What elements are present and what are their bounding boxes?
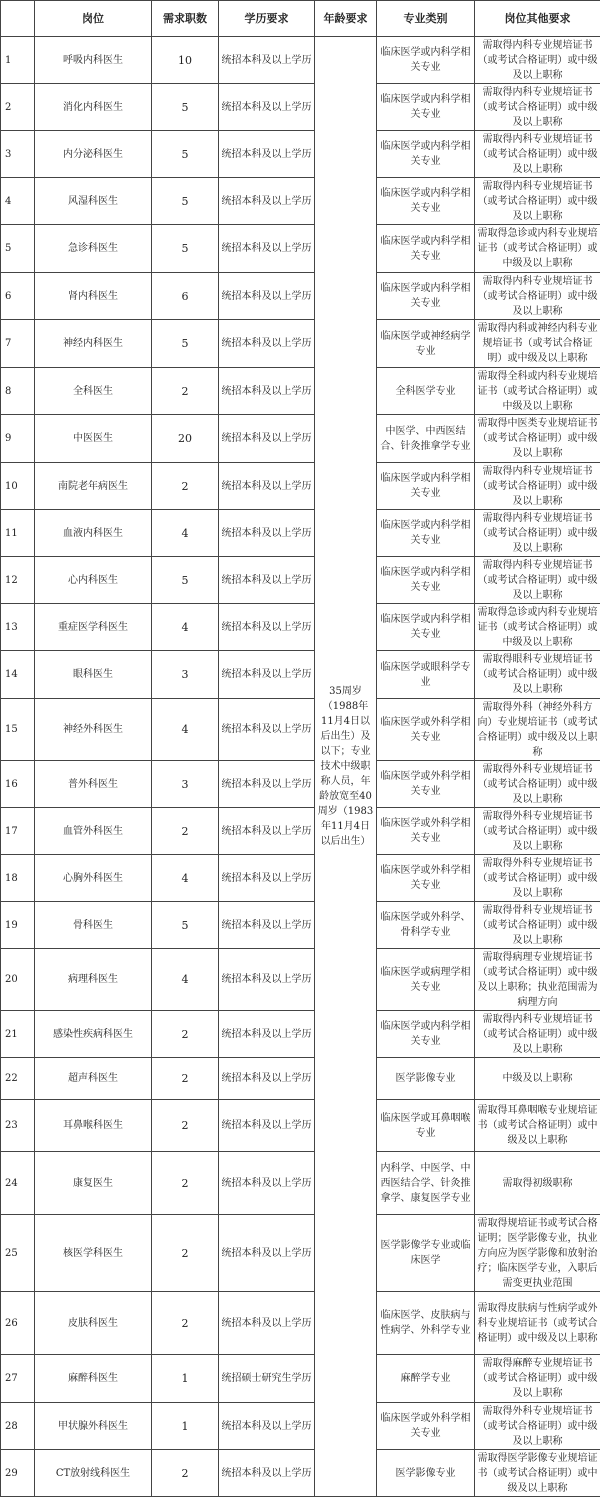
table-row (1, 761, 600, 808)
row-position: 肾内科医生 (35, 273, 152, 320)
row-index: 2 (1, 84, 35, 131)
row-other: 需取得眼科专业规培证书（或考试合格证明）或中级及以上职称 (475, 651, 600, 699)
row-index: 19 (1, 902, 35, 949)
row-index: 11 (1, 510, 35, 557)
row-education: 统招本科及以上学历 (219, 84, 315, 131)
row-index: 25 (1, 1215, 35, 1292)
row-count: 5 (152, 84, 219, 131)
row-education: 统招本科及以上学历 (219, 37, 315, 84)
row-position: 皮肤科医生 (35, 1292, 152, 1355)
row-education: 统招本科及以上学历 (219, 1058, 315, 1100)
row-major: 临床医学或内科学相关专业 (377, 557, 475, 604)
row-education: 统招本科及以上学历 (219, 131, 315, 178)
row-other: 需取得中医类专业规培证书（或考试合格证明）或中级及以上职称 (475, 415, 600, 463)
row-index: 8 (1, 368, 35, 415)
row-position: 神经内科医生 (35, 320, 152, 368)
row-major: 临床医学或内科学相关专业 (377, 225, 475, 273)
table-row (1, 225, 600, 273)
row-other: 需取得皮肤病与性病学或外科专业规培证书（或考试合格证明）或中级及以上职称 (475, 1292, 600, 1355)
row-major: 临床医学或内科学相关专业 (377, 510, 475, 557)
row-major: 临床医学或内科学相关专业 (377, 37, 475, 84)
row-index: 23 (1, 1100, 35, 1152)
row-index: 29 (1, 1450, 35, 1497)
row-position: 心内科医生 (35, 557, 152, 604)
row-position: 血管外科医生 (35, 808, 152, 855)
row-major: 临床医学或外科学相关专业 (377, 761, 475, 808)
header-education: 学历要求 (219, 1, 315, 37)
table-row (1, 1152, 600, 1215)
row-index: 26 (1, 1292, 35, 1355)
row-other: 需取得医学影像专业规培证书（或考试合格证明）或中级及以上职称 (475, 1450, 600, 1497)
row-index: 27 (1, 1355, 35, 1403)
row-education: 统招本科及以上学历 (219, 415, 315, 463)
row-count: 5 (152, 178, 219, 225)
row-major: 临床医学或外科学相关专业 (377, 699, 475, 761)
age-requirement: 35周岁（1988年11月4日以后出生）及以下；专业技术中级职称人员，年龄放宽至40周岁（1983年11月4日以后出生） (315, 37, 377, 1497)
row-position: 内分泌科医生 (35, 131, 152, 178)
row-education: 统招本科及以上学历 (219, 320, 315, 368)
row-other: 需取得全科或内科专业规培证书（或考试合格证明）或中级及以上职称 (475, 368, 600, 415)
row-other: 需取得急诊或内科专业规培证书（或考试合格证明）或中级及以上职称 (475, 604, 600, 651)
row-other: 需取得外科专业规培证书（或考试合格证明）或中级及以上职称 (475, 808, 600, 855)
header-count: 需求职数 (152, 1, 219, 37)
table-row (1, 368, 600, 415)
row-position: 急诊科医生 (35, 225, 152, 273)
row-position: 康复医生 (35, 1152, 152, 1215)
row-education: 统招本科及以上学历 (219, 1292, 315, 1355)
row-index: 4 (1, 178, 35, 225)
row-position: 全科医生 (35, 368, 152, 415)
row-position: 骨科医生 (35, 902, 152, 949)
row-index: 17 (1, 808, 35, 855)
table-row (1, 1011, 600, 1058)
row-education: 统招本科及以上学历 (219, 1403, 315, 1450)
row-index: 10 (1, 463, 35, 510)
row-count: 2 (152, 368, 219, 415)
row-position: 血液内科医生 (35, 510, 152, 557)
row-position: CT放射线科医生 (35, 1450, 152, 1497)
row-major: 临床医学或耳鼻咽喉专业 (377, 1100, 475, 1152)
table-row (1, 902, 600, 949)
row-education: 统招本科及以上学历 (219, 1215, 315, 1292)
table-row (1, 699, 600, 761)
row-major: 临床医学、皮肤病与性病学、外科学专业 (377, 1292, 475, 1355)
table-row (1, 320, 600, 368)
header-age: 年龄要求 (315, 1, 377, 37)
row-major: 医学影像专业 (377, 1058, 475, 1100)
row-education: 统招本科及以上学历 (219, 808, 315, 855)
row-education: 统招本科及以上学历 (219, 699, 315, 761)
row-education: 统招本科及以上学历 (219, 368, 315, 415)
row-index: 21 (1, 1011, 35, 1058)
table-row (1, 1403, 600, 1450)
row-count: 2 (152, 1058, 219, 1100)
row-other: 需取得内科专业规培证书（或考试合格证明）或中级及以上职称 (475, 273, 600, 320)
row-education: 统招本科及以上学历 (219, 557, 315, 604)
row-count: 10 (152, 37, 219, 84)
row-count: 1 (152, 1403, 219, 1450)
row-other: 需取得内科专业规培证书（或考试合格证明）或中级及以上职称 (475, 37, 600, 84)
row-count: 3 (152, 761, 219, 808)
row-other: 需取得内科专业规培证书（或考试合格证明）或中级及以上职称 (475, 178, 600, 225)
row-index: 7 (1, 320, 35, 368)
row-major: 麻醉学专业 (377, 1355, 475, 1403)
row-education: 统招本科及以上学历 (219, 651, 315, 699)
row-count: 5 (152, 902, 219, 949)
row-position: 神经外科医生 (35, 699, 152, 761)
row-major: 临床医学或内科学相关专业 (377, 1011, 475, 1058)
row-count: 2 (152, 808, 219, 855)
row-position: 甲状腺外科医生 (35, 1403, 152, 1450)
row-count: 4 (152, 510, 219, 557)
row-education: 统招本科及以上学历 (219, 604, 315, 651)
table-row (1, 1450, 600, 1497)
table-row (1, 1292, 600, 1355)
table-row (1, 273, 600, 320)
row-other: 需取得外科专业规培证书（或考试合格证明）或中级及以上职称 (475, 761, 600, 808)
row-major: 临床医学或外科学相关专业 (377, 1403, 475, 1450)
row-count: 2 (152, 1292, 219, 1355)
table-row (1, 808, 600, 855)
row-other: 需取得内科专业规培证书（或考试合格证明）或中级及以上职称 (475, 131, 600, 178)
row-education: 统招本科及以上学历 (219, 855, 315, 902)
row-major: 临床医学或内科学相关专业 (377, 84, 475, 131)
row-index: 18 (1, 855, 35, 902)
row-major: 全科医学专业 (377, 368, 475, 415)
header-major: 专业类别 (377, 1, 475, 37)
row-major: 临床医学或病理学相关专业 (377, 949, 475, 1011)
row-index: 6 (1, 273, 35, 320)
row-position: 超声科医生 (35, 1058, 152, 1100)
row-count: 20 (152, 415, 219, 463)
row-major: 临床医学或外科学相关专业 (377, 808, 475, 855)
row-other: 需取得外科专业规培证书（或考试合格证明）或中级及以上职称 (475, 855, 600, 902)
table-row (1, 651, 600, 699)
row-position: 重症医学科医生 (35, 604, 152, 651)
table-row (1, 415, 600, 463)
row-position: 南院老年病医生 (35, 463, 152, 510)
row-count: 2 (152, 1450, 219, 1497)
row-education: 统招本科及以上学历 (219, 225, 315, 273)
row-index: 14 (1, 651, 35, 699)
row-index: 24 (1, 1152, 35, 1215)
header-position: 岗位 (35, 1, 152, 37)
row-count: 4 (152, 855, 219, 902)
row-count: 4 (152, 949, 219, 1011)
table-header-row (1, 1, 600, 37)
row-count: 2 (152, 1100, 219, 1152)
row-position: 耳鼻喉科医生 (35, 1100, 152, 1152)
row-other: 需取得内科专业规培证书（或考试合格证明）或中级及以上职称 (475, 510, 600, 557)
row-count: 2 (152, 1215, 219, 1292)
row-count: 4 (152, 604, 219, 651)
row-count: 2 (152, 463, 219, 510)
row-index: 12 (1, 557, 35, 604)
header-index (1, 1, 35, 37)
row-count: 5 (152, 557, 219, 604)
row-count: 2 (152, 1011, 219, 1058)
table-row (1, 604, 600, 651)
row-index: 15 (1, 699, 35, 761)
row-education: 统招本科及以上学历 (219, 1450, 315, 1497)
row-major: 医学影像学专业或临床医学 (377, 1215, 475, 1292)
table-row (1, 463, 600, 510)
row-index: 3 (1, 131, 35, 178)
row-other: 需取得内科专业规培证书（或考试合格证明）或中级及以上职称 (475, 463, 600, 510)
row-education: 统招硕士研究生学历 (219, 1355, 315, 1403)
row-count: 5 (152, 225, 219, 273)
row-major: 内科学、中医学、中西医结合学、针灸推拿学、康复医学专业 (377, 1152, 475, 1215)
row-index: 9 (1, 415, 35, 463)
row-other: 需取得内科专业规培证书（或考试合格证明）或中级及以上职称 (475, 84, 600, 131)
row-other: 中级及以上职称 (475, 1058, 600, 1100)
row-education: 统招本科及以上学历 (219, 949, 315, 1011)
table-row (1, 37, 600, 84)
row-other: 需取得病理专业规培证书（或考试合格证明）或中级及以上职称；执业范围需为病理方向 (475, 949, 600, 1011)
row-major: 中医学、中西医结合、针灸推拿学专业 (377, 415, 475, 463)
row-other: 需取得急诊或内科专业规培证书（或考试合格证明）或中级及以上职称 (475, 225, 600, 273)
table-row (1, 84, 600, 131)
row-major: 医学影像专业 (377, 1450, 475, 1497)
table-row (1, 949, 600, 1011)
row-education: 统招本科及以上学历 (219, 1011, 315, 1058)
table-row (1, 1215, 600, 1292)
row-major: 临床医学或内科学相关专业 (377, 463, 475, 510)
row-education: 统招本科及以上学历 (219, 510, 315, 557)
row-other: 需取得耳鼻咽喉专业规培证书（或考试合格证明）或中级及以上职称 (475, 1100, 600, 1152)
row-major: 临床医学或内科学相关专业 (377, 131, 475, 178)
row-count: 5 (152, 320, 219, 368)
row-major: 临床医学或内科学相关专业 (377, 178, 475, 225)
table-row (1, 510, 600, 557)
row-education: 统招本科及以上学历 (219, 1152, 315, 1215)
row-position: 消化内科医生 (35, 84, 152, 131)
row-count: 1 (152, 1355, 219, 1403)
row-index: 1 (1, 37, 35, 84)
row-index: 13 (1, 604, 35, 651)
row-index: 16 (1, 761, 35, 808)
row-other: 需取得外科（神经外科方向）专业规培证书（或考试合格证明）或中级及以上职称 (475, 699, 600, 761)
row-other: 需取得规培证书或考试合格证明；医学影像专业，执业方向应为医学影像和放射治疗；临床医学专业，入职后需变更执业范围 (475, 1215, 600, 1292)
row-count: 5 (152, 131, 219, 178)
row-other: 需取得内科或神经内科专业规培证书（或考试合格证明）或中级及以上职称 (475, 320, 600, 368)
table-row (1, 1100, 600, 1152)
table-row (1, 131, 600, 178)
row-major: 临床医学或外科学相关专业 (377, 855, 475, 902)
row-major: 临床医学或内科学相关专业 (377, 273, 475, 320)
row-position: 呼吸内科医生 (35, 37, 152, 84)
row-index: 22 (1, 1058, 35, 1100)
row-position: 感染性疾病科医生 (35, 1011, 152, 1058)
row-index: 20 (1, 949, 35, 1011)
table-body (1, 37, 600, 1497)
row-education: 统招本科及以上学历 (219, 761, 315, 808)
table-row (1, 1355, 600, 1403)
row-other: 需取得麻醉专业规培证书（或考试合格证明）或中级及以上职称 (475, 1355, 600, 1403)
row-position: 中医医生 (35, 415, 152, 463)
row-index: 28 (1, 1403, 35, 1450)
row-position: 麻醉科医生 (35, 1355, 152, 1403)
row-major: 临床医学或外科学、骨科学专业 (377, 902, 475, 949)
row-education: 统招本科及以上学历 (219, 273, 315, 320)
row-other: 需取得内科专业规培证书（或考试合格证明）或中级及以上职称 (475, 557, 600, 604)
row-position: 核医学科医生 (35, 1215, 152, 1292)
row-education: 统招本科及以上学历 (219, 463, 315, 510)
table-row (1, 178, 600, 225)
row-index: 5 (1, 225, 35, 273)
row-position: 眼科医生 (35, 651, 152, 699)
row-other: 需取得骨科专业规培证书（或考试合格证明）或中级及以上职称 (475, 902, 600, 949)
row-major: 临床医学或神经病学专业 (377, 320, 475, 368)
row-position: 心胸外科医生 (35, 855, 152, 902)
row-count: 3 (152, 651, 219, 699)
table-row (1, 557, 600, 604)
row-count: 2 (152, 1152, 219, 1215)
row-position: 普外科医生 (35, 761, 152, 808)
row-other: 需取得内科专业规培证书（或考试合格证明）或中级及以上职称 (475, 1011, 600, 1058)
table-row (1, 1058, 600, 1100)
row-position: 病理科医生 (35, 949, 152, 1011)
row-education: 统招本科及以上学历 (219, 1100, 315, 1152)
header-other: 岗位其他要求 (475, 1, 600, 37)
row-major: 临床医学或内科学相关专业 (377, 604, 475, 651)
row-count: 6 (152, 273, 219, 320)
row-education: 统招本科及以上学历 (219, 178, 315, 225)
row-position: 风湿科医生 (35, 178, 152, 225)
table-row (1, 855, 600, 902)
row-major: 临床医学或眼科学专业 (377, 651, 475, 699)
row-education: 统招本科及以上学历 (219, 902, 315, 949)
row-other: 需取得初级职称 (475, 1152, 600, 1215)
row-count: 4 (152, 699, 219, 761)
row-other: 需取得外科专业规培证书（或考试合格证明）或中级及以上职称 (475, 1403, 600, 1450)
